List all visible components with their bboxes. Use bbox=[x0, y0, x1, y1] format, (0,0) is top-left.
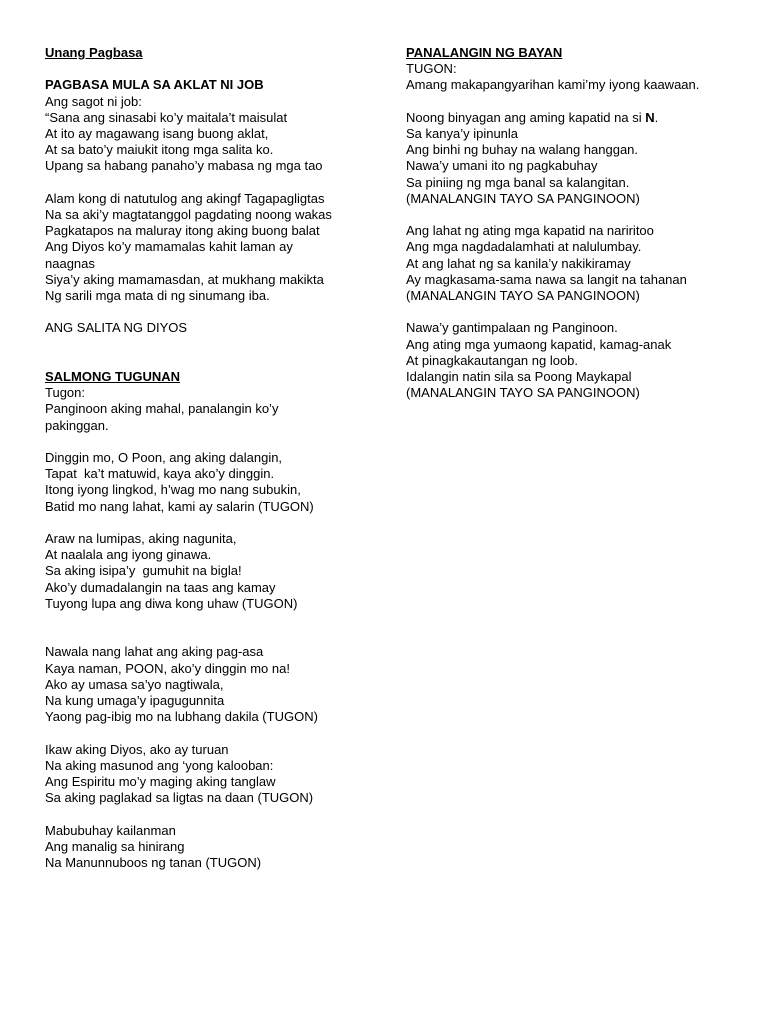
text-line: Nawa’y gantimpalaan ng Panginoon. bbox=[406, 320, 618, 336]
psalm-tugon-label: Tugon: bbox=[45, 385, 85, 401]
text-line: (MANALANGIN TAYO SA PANGINOON) bbox=[406, 385, 640, 401]
text-line: “Sana ang sinasabi ko’y maitala’t maisulat bbox=[45, 109, 288, 125]
text-line: Pagkatapos na maluray itong aking buong balat bbox=[45, 223, 320, 239]
text-line: Nawa’y umani ito ng pagkabuhay bbox=[406, 158, 598, 174]
text-line: Yaong pag-ibig mo na lubhang dakila (TUGON) bbox=[45, 709, 318, 725]
text-line: Nawala nang lahat ang aking pag-asa bbox=[45, 644, 264, 660]
text-line: At naalala ang iyong ginawa. bbox=[45, 547, 212, 563]
prayer-tugon: Amang makapangyarihan kami’my iyong kaawaan. bbox=[406, 77, 700, 93]
text-line: At pinagkakautangan ng loob. bbox=[406, 352, 579, 368]
text-line: (MANALANGIN TAYO SA PANGINOON) bbox=[406, 190, 640, 206]
reading-title: PAGBASA MULA SA AKLAT NI JOB bbox=[45, 77, 264, 93]
right-column bbox=[406, 45, 746, 401]
text-line: Na aking masunod ang ‘yong kalooban: bbox=[45, 757, 274, 773]
text-line: Ang sagot ni job: bbox=[45, 93, 142, 109]
prayer-stanza-3 bbox=[406, 320, 746, 401]
text-line: Alam kong di natutulog ang akingf Tagapagligtas bbox=[45, 190, 325, 206]
text-line: Itong iyong lingkod, h’wag mo nang subukin, bbox=[45, 482, 301, 498]
reading-paragraph-1 bbox=[45, 94, 375, 175]
psalm-tugon: Panginoon aking mahal, panalangin ko’y pakinggan. bbox=[45, 401, 279, 433]
text-line: Dinggin mo, O Poon, ang aking dalangin, bbox=[45, 450, 283, 465]
text-line: Ikaw aking Diyos, ako ay turuan bbox=[45, 741, 229, 757]
prayer-stanza-2 bbox=[406, 223, 746, 304]
text-line: At sa bato’y maiukit itong mga salita ko. bbox=[45, 142, 274, 158]
prayer-stanza-1 bbox=[406, 110, 746, 207]
reading-end: ANG SALITA NG DIYOS bbox=[45, 320, 188, 336]
name-placeholder: N bbox=[645, 109, 655, 125]
text-line: Na sa aki’y magtatanggol pagdating noong wakas bbox=[45, 207, 332, 222]
text-line bbox=[406, 110, 746, 126]
left-column bbox=[45, 45, 375, 871]
text-line: Sa aking paglakad sa ligtas na daan (TUGON) bbox=[45, 790, 314, 806]
text-line: Tapat ka’t matuwid, kaya ako’y dinggin. bbox=[45, 466, 275, 482]
text-line: Ng sarili mga mata di ng sinumang iba. bbox=[45, 288, 270, 304]
text-line: Ang Diyos ko’y mamamalas kahit laman ay naagnas bbox=[45, 239, 293, 271]
text-line: At ito ay magawang isang buong aklat, bbox=[45, 126, 269, 141]
psalm-stanza-4 bbox=[45, 742, 375, 807]
text-line: Kaya naman, POON, ako’y dinggin mo na! bbox=[45, 660, 290, 676]
psalm-heading: SALMONG TUGUNAN bbox=[45, 369, 181, 384]
text-line: Ang Espiritu mo’y maging aking tanglaw bbox=[45, 774, 276, 790]
text-line: Ay magkasama-sama nawa sa langit na tahanan bbox=[406, 271, 687, 287]
reading-heading: Unang Pagbasa bbox=[45, 45, 143, 60]
text-segment: Noong binyagan ang aming kapatid na si bbox=[406, 109, 646, 125]
text-line: Tuyong lupa ang diwa kong uhaw (TUGON) bbox=[45, 595, 298, 611]
text-line: Sa piniing ng mga banal sa kalangitan. bbox=[406, 174, 630, 190]
text-line: Ang ating mga yumaong kapatid, kamag-anak bbox=[406, 336, 672, 352]
text-line: Ako’y dumadalangin na taas ang kamay bbox=[45, 579, 276, 595]
text-line: Ang mga nagdadalamhati at nalulumbay. bbox=[406, 239, 642, 255]
text-line: Ang binhi ng buhay na walang hanggan. bbox=[406, 142, 639, 158]
text-line: Ang manalig sa hinirang bbox=[45, 838, 185, 854]
text-line: Sa aking isipa’y gumuhit na bigla! bbox=[45, 563, 242, 579]
prayer-tugon-label: TUGON: bbox=[406, 61, 457, 77]
psalm-stanza-5 bbox=[45, 823, 375, 872]
psalm-stanza-2 bbox=[45, 531, 375, 612]
text-line: Araw na lumipas, aking nagunita, bbox=[45, 531, 237, 546]
psalm-stanza-1 bbox=[45, 450, 375, 515]
text-line: (MANALANGIN TAYO SA PANGINOON) bbox=[406, 288, 640, 304]
text-line: Ako ay umasa sa’yo nagtiwala, bbox=[45, 676, 224, 692]
text-line: Ang lahat ng ating mga kapatid na nariritoo bbox=[406, 223, 654, 239]
text-line: Idalangin natin sila sa Poong Maykapal bbox=[406, 369, 632, 385]
reading-paragraph-2 bbox=[45, 191, 375, 304]
text-line: Siya’y aking mamamasdan, at mukhang makikta bbox=[45, 271, 324, 287]
text-line: Mabubuhay kailanman bbox=[45, 822, 176, 838]
text-line: Na kung umaga’y ipagugunnita bbox=[45, 693, 225, 709]
text-line: Sa kanya’y ipinunla bbox=[406, 126, 519, 141]
text-line: Na Manunnuboos ng tanan (TUGON) bbox=[45, 855, 262, 871]
text-line: Batid mo nang lahat, kami ay salarin (TUGON) bbox=[45, 498, 314, 514]
text-line: Upang sa habang panaho’y mabasa ng mga tao bbox=[45, 158, 323, 174]
text-segment: . bbox=[654, 109, 659, 125]
psalm-stanza-3 bbox=[45, 644, 375, 725]
prayer-heading: PANALANGIN NG BAYAN bbox=[406, 45, 563, 60]
text-line: At ang lahat ng sa kanila’y nakikiramay bbox=[406, 255, 631, 271]
